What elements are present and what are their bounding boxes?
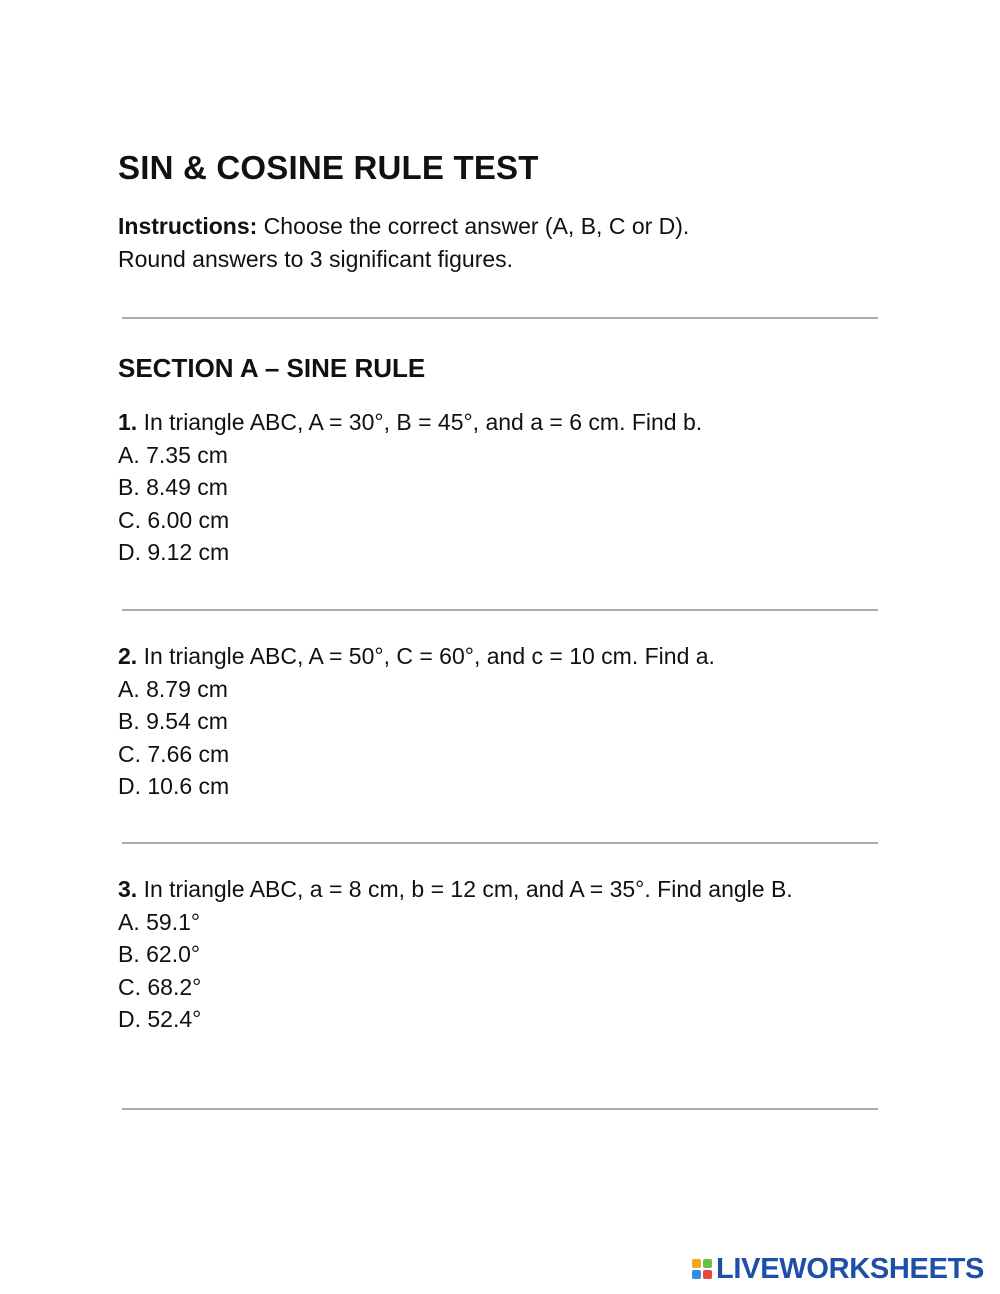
- divider: [122, 317, 878, 319]
- option-c[interactable]: C. 6.00 cm: [118, 506, 230, 533]
- option-b[interactable]: B. 62.0°: [118, 941, 201, 967]
- option-a[interactable]: A. 7.35 cm: [118, 441, 228, 468]
- question-prompt: [118, 406, 702, 439]
- option-d[interactable]: D. 10.6 cm: [118, 773, 230, 799]
- question-number: 3.: [118, 876, 138, 902]
- option-d[interactable]: D. 52.4°: [118, 1006, 202, 1032]
- logo-tile: [703, 1270, 712, 1279]
- question-text: In triangle ABC, A = 30°, B = 45°, and a = 6 cm. Find b.: [137, 409, 703, 435]
- instructions-label: Instructions:: [118, 213, 258, 239]
- instructions: [118, 210, 689, 275]
- page-title: SIN & COSINE RULE TEST: [118, 149, 539, 186]
- option-d[interactable]: D. 9.12 cm: [118, 539, 230, 565]
- logo-tile: [692, 1270, 701, 1279]
- logo-tile: [703, 1259, 712, 1268]
- option-a[interactable]: A. 8.79 cm: [118, 675, 228, 702]
- divider: [122, 1108, 878, 1110]
- option-c[interactable]: C. 68.2°: [118, 973, 202, 1000]
- question-1: [118, 406, 702, 569]
- divider: [122, 609, 878, 611]
- question-3: [118, 873, 793, 1036]
- option-a[interactable]: A. 59.1°: [118, 908, 201, 935]
- instructions-line-1: [118, 210, 689, 243]
- liveworksheets-logo[interactable]: [692, 1254, 984, 1284]
- instructions-line-2: Round answers to 3 significant figures.: [118, 245, 514, 272]
- question-text: In triangle ABC, a = 8 cm, b = 12 cm, and A = 35°. Find angle B.: [137, 876, 793, 902]
- option-c[interactable]: C. 7.66 cm: [118, 740, 230, 767]
- section-title: SECTION A – SINE RULE: [118, 353, 426, 383]
- logo-tile: [692, 1259, 701, 1268]
- instructions-text: Choose the correct answer (A, B, C or D).: [257, 213, 690, 239]
- option-b[interactable]: B. 8.49 cm: [118, 474, 228, 500]
- liveworksheets-logo-icon: [692, 1259, 712, 1279]
- logo-text: LIVEWORKSHEETS: [716, 1253, 985, 1285]
- question-text: In triangle ABC, A = 50°, C = 60°, and c = 10 cm. Find a.: [137, 643, 715, 669]
- question-2: [118, 640, 715, 803]
- question-number: 1.: [118, 409, 138, 435]
- option-b[interactable]: B. 9.54 cm: [118, 708, 228, 734]
- divider: [122, 842, 878, 844]
- question-prompt: [118, 640, 715, 673]
- question-number: 2.: [118, 643, 138, 669]
- question-prompt: [118, 873, 793, 906]
